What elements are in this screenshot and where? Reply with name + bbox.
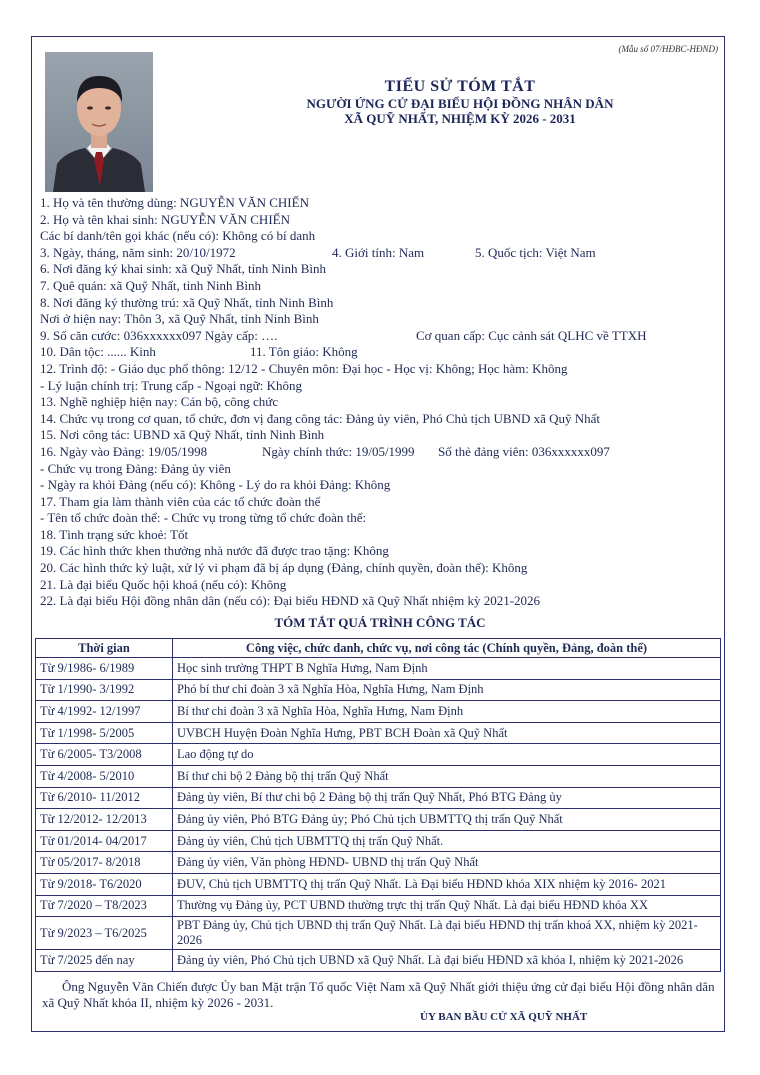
work-description: Học sinh trường THPT B Nghĩa Hưng, Nam Định (173, 658, 721, 680)
title-line-2: NGƯỜI ỨNG CỬ ĐẠI BIỂU HỘI ĐỒNG NHÂN DÂN (306, 96, 614, 111)
info-row-aliases: Các bí danh/tên gọi khác (nếu có): Không có bí danh (40, 228, 316, 244)
info-row-organization-roles: - Tên tổ chức đoàn thể: - Chức vụ trong từng tổ chức đoàn thể: (40, 510, 367, 526)
party-join-date: 16. Ngày vào Đảng: 19/05/1998 (40, 443, 208, 459)
work-period: Từ 01/2014- 04/2017 (36, 830, 173, 852)
table-row (36, 852, 721, 874)
info-row-position: 14. Chức vụ trong cơ quan, tổ chức, đơn vị đang công tác: Đảng ủy viên, Phó Chủ tịch UBND xã Quỹ Nhất (40, 410, 601, 426)
info-row-party-dates (40, 444, 720, 461)
table-row (36, 895, 721, 917)
info-row-hometown: 7. Quê quán: xã Quỹ Nhất, tỉnh Ninh Bình (40, 277, 261, 293)
portrait-photo (45, 52, 153, 192)
info-row-national-assembly: 21. Là đại biểu Quốc hội khoá (nếu có): Không (40, 576, 287, 592)
closing-statement: Ông Nguyễn Văn Chiến được Ủy ban Mặt trận Tổ quốc Việt Nam xã Quỹ Nhất giới thiệu ứng cử đại biểu Hội đồng nhân dân xã Quỹ Nhất khóa II, nhiệm kỳ 2026 - 2031. (42, 979, 715, 1010)
nationality: 5. Quốc tịch: Việt Nam (475, 244, 596, 260)
info-row-current-residence: Nơi ở hiện nay: Thôn 3, xã Quỹ Nhất, tỉnh Ninh Bình (40, 311, 319, 327)
info-row-permanent-residence: 8. Nơi đăng ký thường trú: xã Quỹ Nhất, tỉnh Ninh Bình (40, 294, 334, 310)
work-period: Từ 9/2023 – T6/2025 (36, 917, 173, 950)
work-period: Từ 6/2010- 11/2012 (36, 787, 173, 809)
personal-info (40, 195, 720, 610)
work-description: ĐUV, Chủ tịch UBMTTQ thị trấn Quỹ Nhất. Là Đại biểu HĐND khóa XIX nhiệm kỳ 2016- 2021 (173, 873, 721, 895)
work-period: Từ 7/2025 đến nay (36, 950, 173, 972)
work-description: Đảng ủy viên, Phó BTG Đảng ủy; Phó Chủ tịch UBMTTQ thị trấn Quỹ Nhất (173, 809, 721, 831)
work-history-rows (36, 658, 721, 972)
table-row (36, 950, 721, 972)
work-description: Đảng ủy viên, Văn phòng HĐND- UBND thị trấn Quỹ Nhất (173, 852, 721, 874)
info-row-political-language: - Lý luận chính trị: Trung cấp - Ngoại ngữ: Không (40, 377, 302, 393)
info-row-ethnicity-religion (40, 344, 720, 361)
work-description: Đảng ủy viên, Bí thư chi bộ 2 Đảng bộ thị trấn Quỹ Nhất, Phó BTG Đảng ủy (173, 787, 721, 809)
info-row-organizations: 17. Tham gia làm thành viên của các tổ chức đoàn thể (40, 493, 321, 509)
work-period: Từ 05/2017- 8/2018 (36, 852, 173, 874)
gender: 4. Giới tính: Nam (332, 244, 425, 260)
table-row (36, 873, 721, 895)
work-period: Từ 12/2012- 12/2013 (36, 809, 173, 831)
table-row (36, 701, 721, 723)
table-row (36, 787, 721, 809)
ethnicity: 10. Dân tộc: ...... Kinh (40, 344, 156, 360)
table-row (36, 744, 721, 766)
info-row-birth-gender-nationality (40, 245, 720, 262)
id-card-issuer: Cơ quan cấp: Cục cảnh sát QLHC về TTXH (416, 327, 647, 343)
portrait-image (45, 52, 153, 192)
work-period: Từ 1/1990- 3/1992 (36, 679, 173, 701)
table-row (36, 765, 721, 787)
info-row-health: 18. Tình trạng sức khoẻ: Tốt (40, 526, 189, 542)
work-period: Từ 9/1986- 6/1989 (36, 658, 173, 680)
work-description: Bí thư chi bộ 2 Đảng bộ thị trấn Quỹ Nhất (173, 765, 721, 787)
work-period: Từ 4/2008- 5/2010 (36, 765, 173, 787)
table-row (36, 722, 721, 744)
work-history-table (35, 638, 721, 972)
info-row-id-card (40, 328, 720, 345)
table-row (36, 809, 721, 831)
work-period: Từ 7/2020 – T8/2023 (36, 895, 173, 917)
column-header-period: Thời gian (36, 639, 173, 658)
document-title (200, 78, 720, 126)
table-row (36, 830, 721, 852)
column-header-description: Công việc, chức danh, chức vụ, nơi công tác (Chính quyền, Đảng, đoàn thể) (173, 639, 721, 658)
work-description: PBT Đảng ủy, Chủ tịch UBND thị trấn Quỹ Nhất. Là đại biểu HĐND thị trấn khoá XX, nhiệm kỳ 2021-2026 (173, 917, 721, 950)
info-row-common-name: 1. Họ và tên thường dùng: NGUYỄN VĂN CHIẾN (40, 195, 309, 210)
info-row-occupation: 13. Nghề nghiệp hiện nay: Cán bộ, công chức (40, 394, 279, 410)
info-row-discipline: 20. Các hình thức kỷ luật, xử lý vi phạm đã bị áp dụng (Đảng, chính quyền, đoàn thể): Không (40, 560, 528, 576)
work-description: Lao động tự do (173, 744, 721, 766)
work-description: UVBCH Huyện Đoàn Nghĩa Hưng, PBT BCH Đoàn xã Quỹ Nhất (173, 722, 721, 744)
info-row-birth-registration: 6. Nơi đăng ký khai sinh: xã Quỹ Nhất, tỉnh Ninh Bình (40, 261, 326, 277)
religion: 11. Tôn giáo: Không (250, 344, 358, 360)
work-period: Từ 6/2005- T3/2008 (36, 744, 173, 766)
work-description: Phó bí thư chi đoàn 3 xã Nghĩa Hòa, Nghĩa Hưng, Nam Định (173, 679, 721, 701)
title-line-3: XÃ QUỸ NHẤT, NHIỆM KỲ 2026 - 2031 (344, 111, 576, 126)
info-row-party-exit: - Ngày ra khỏi Đảng (nếu có): Không - Lý do ra khỏi Đảng: Không (40, 477, 391, 493)
party-card-number: Số thẻ đảng viên: 036xxxxxx097 (438, 443, 610, 459)
info-row-peoples-council: 22. Là đại biểu Hội đồng nhân dân (nếu có): Đại biểu HĐND xã Quỹ Nhất nhiệm kỳ 2021-2026 (40, 593, 541, 609)
info-row-awards: 19. Các hình thức khen thưởng nhà nước đã được trao tặng: Không (40, 543, 389, 559)
birth-date: 3. Ngày, tháng, năm sinh: 20/10/1972 (40, 244, 236, 260)
table-row (36, 917, 721, 950)
work-period: Từ 4/1992- 12/1997 (36, 701, 173, 723)
title-line-1: TIỂU SỬ TÓM TẮT (384, 78, 536, 95)
info-row-birth-name: 2. Họ và tên khai sinh: NGUYỄN VĂN CHIẾN (40, 211, 290, 227)
work-description: Đảng ủy viên, Chủ tịch UBMTTQ thị trấn Quỹ Nhất. (173, 830, 721, 852)
work-period: Từ 1/1998- 5/2005 (36, 722, 173, 744)
signature-committee: ỦY BAN BẦU CỬ XÃ QUỸ NHẤT (420, 1011, 588, 1023)
work-description: Đảng ủy viên, Phó Chủ tịch UBND xã Quỹ Nhất. Là đại biểu HĐND xã khóa I, nhiệm kỳ 2021-2026 (173, 950, 721, 972)
work-description: Bí thư chi đoàn 3 xã Nghĩa Hòa, Nghĩa Hưng, Nam Định (173, 701, 721, 723)
work-period: Từ 9/2018- T6/2020 (36, 873, 173, 895)
info-row-party-position: - Chức vụ trong Đảng: Đảng ủy viên (40, 460, 231, 476)
table-row (36, 658, 721, 680)
table-header-row (36, 639, 721, 658)
info-row-education: 12. Trình độ: - Giáo dục phổ thông: 12/12 - Chuyên môn: Đại học - Học vị: Không; Học hàm: Không (40, 360, 568, 376)
table-row (36, 679, 721, 701)
info-row-workplace: 15. Nơi công tác: UBND xã Quỹ Nhất, tỉnh Ninh Bình (40, 427, 325, 443)
form-code: (Mẫu số 07/HĐBC-HĐND) (618, 44, 718, 54)
party-official-date: Ngày chính thức: 19/05/1999 (262, 443, 415, 459)
work-history-title: TÓM TẮT QUÁ TRÌNH CÔNG TÁC (274, 615, 486, 630)
id-card-number: 9. Số căn cước: 036xxxxxx097 Ngày cấp: …. (40, 327, 278, 343)
work-description: Thường vụ Đảng ủy, PCT UBND thường trực thị trấn Quỹ Nhất. Là đại biểu HĐND khóa XX (173, 895, 721, 917)
